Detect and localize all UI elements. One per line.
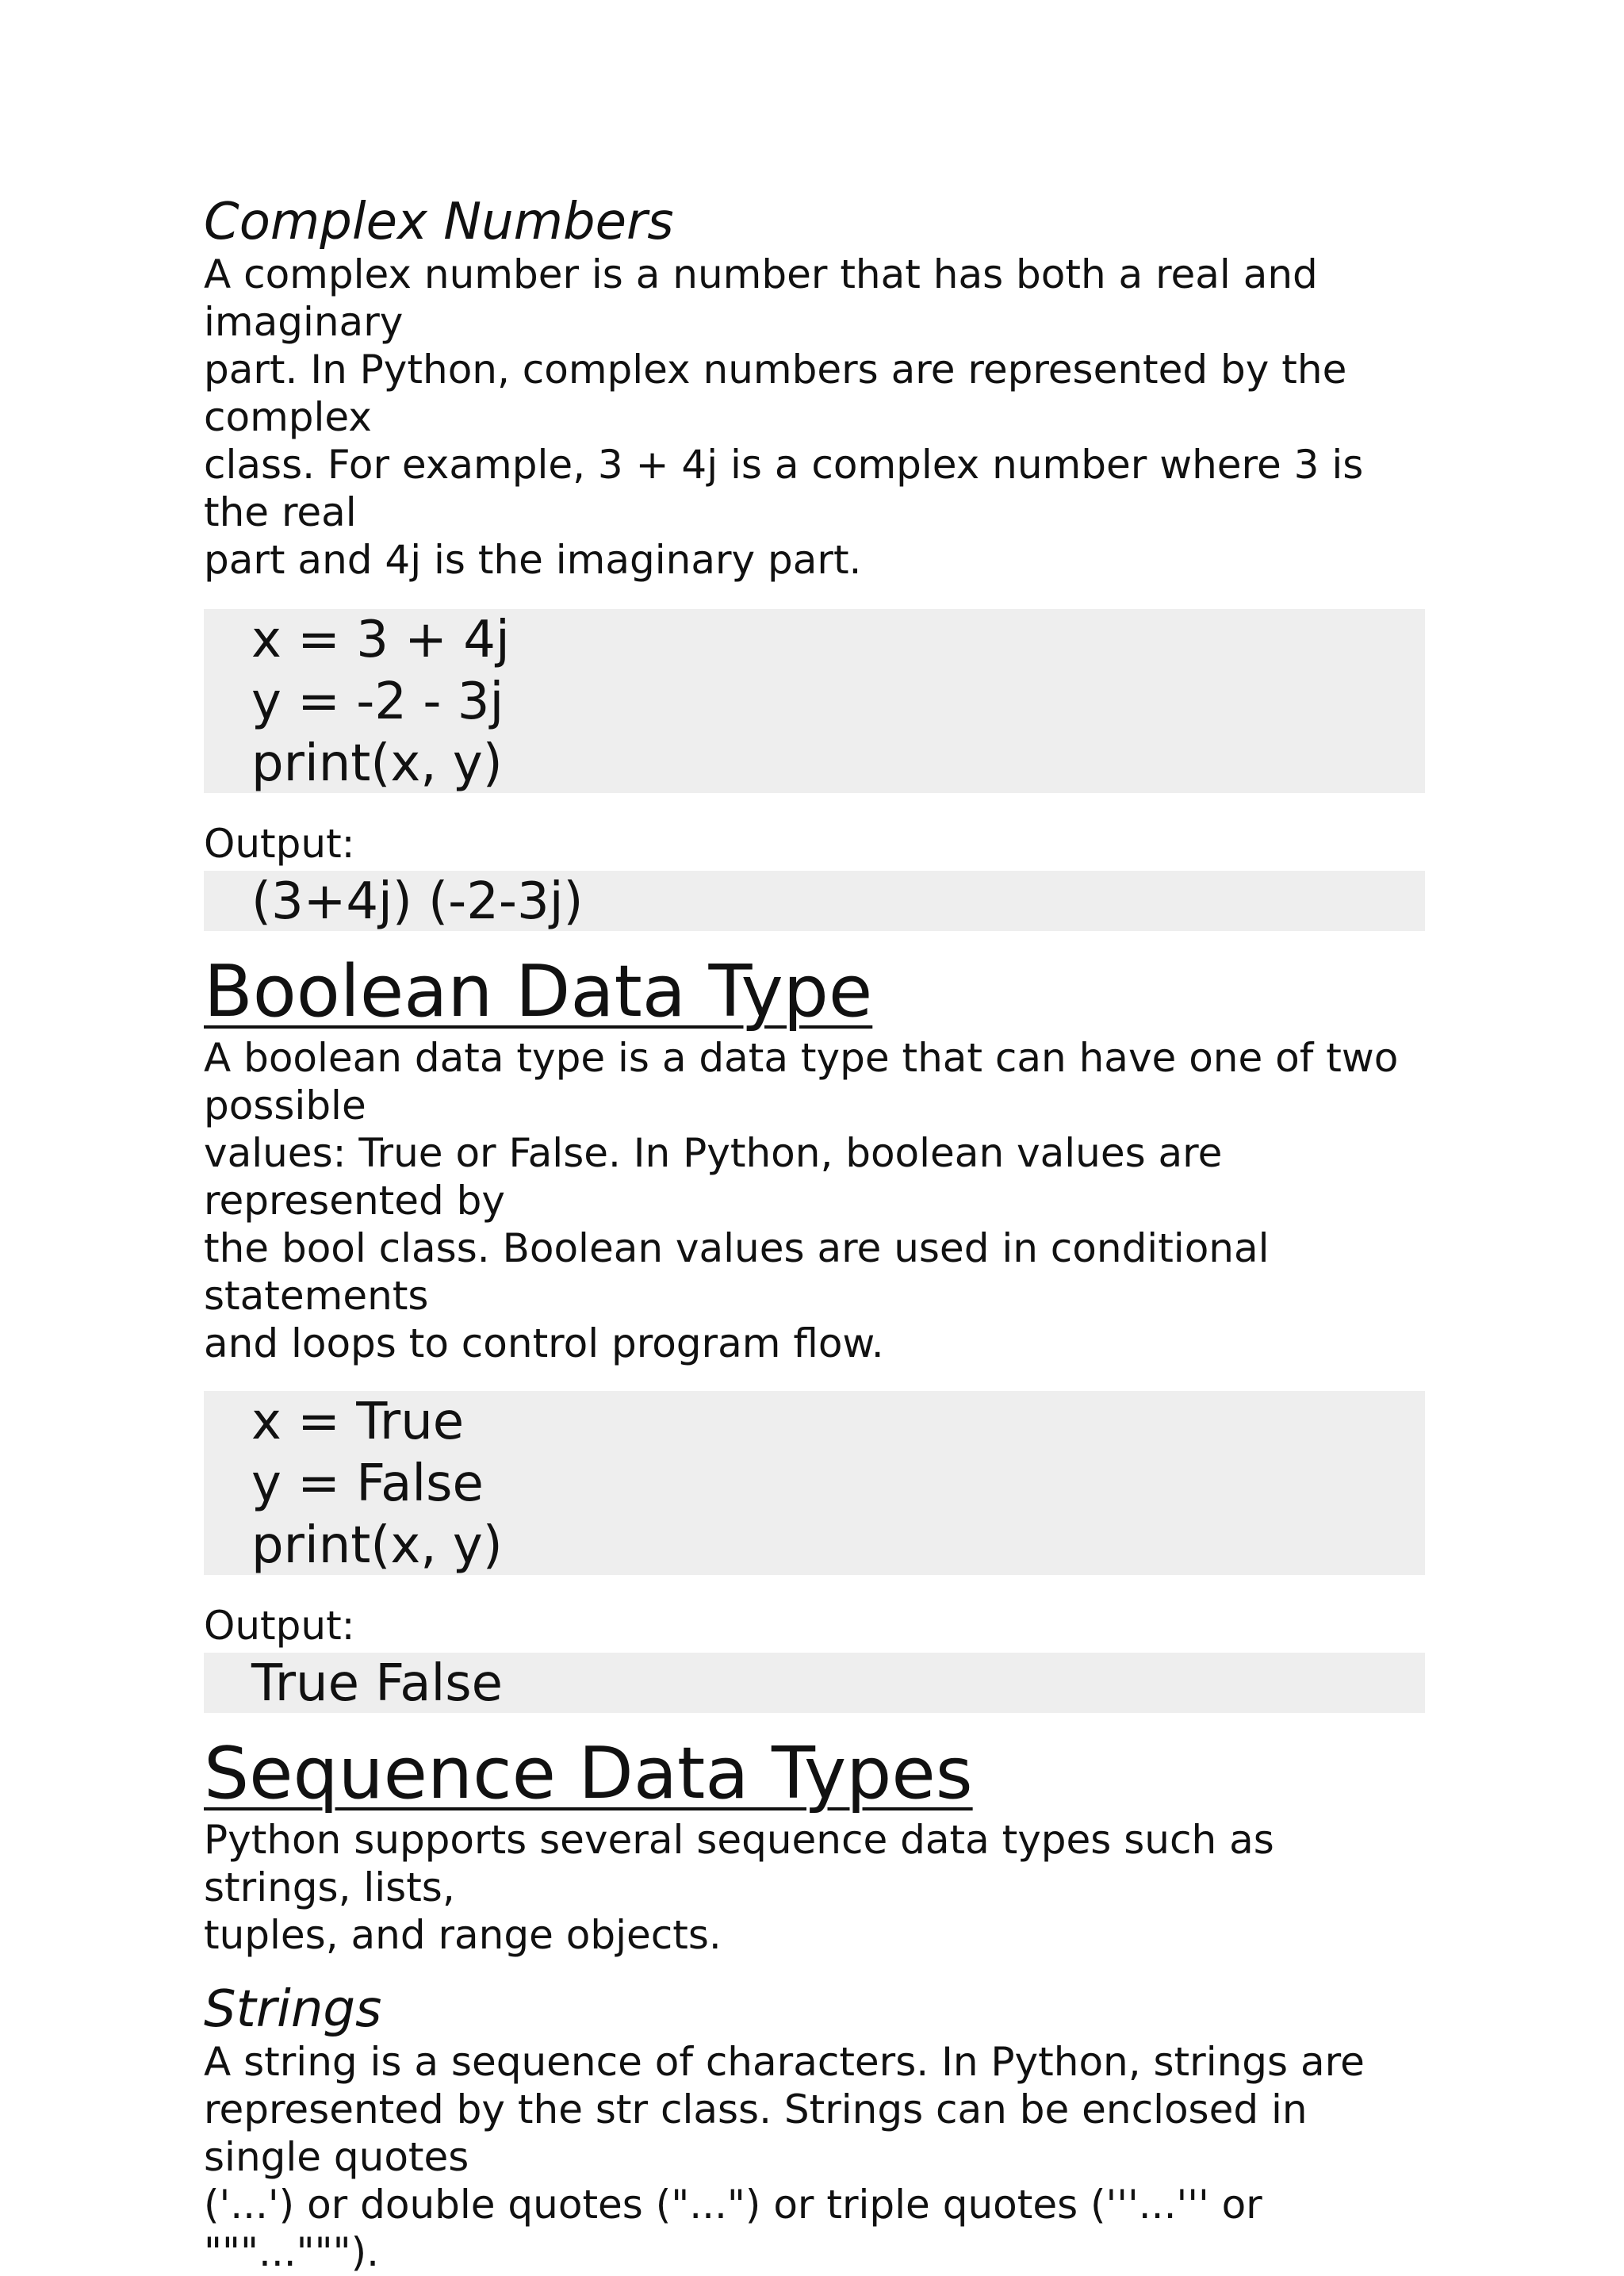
paragraph-line: and loops to control program flow. — [204, 1320, 884, 1366]
document-page — [204, 190, 1425, 2276]
paragraph-line: part and 4j is the imaginary part. — [204, 537, 862, 583]
code-line: print(x, y) — [251, 734, 503, 793]
paragraph-line: part. In Python, complex numbers are represented by the complex — [204, 347, 1347, 440]
paragraph-line: class. For example, 3 + 4j is a complex number where 3 is the real — [204, 442, 1364, 535]
complex-numbers-subheading: Complex Numbers — [204, 193, 674, 251]
code-block — [204, 609, 1425, 793]
boolean-paragraph — [204, 1034, 1425, 1367]
paragraph-line: values: True or False. In Python, boolean values are represented by — [204, 1130, 1223, 1224]
paragraph-line: ('...') or double quotes ("...") or triple quotes ('''...''' or """..."""). — [204, 2182, 1262, 2275]
sequence-paragraph — [204, 1816, 1425, 1959]
paragraph-line: tuples, and range objects. — [204, 1912, 722, 1958]
code-line: y = -2 - 3j — [251, 672, 504, 731]
paragraph-line: A complex number is a number that has both a real and imaginary — [204, 251, 1318, 345]
output-label: Output: — [204, 821, 355, 867]
paragraph-line: Python supports several sequence data types such as strings, lists, — [204, 1817, 1274, 1910]
code-line: x = True — [251, 1393, 465, 1451]
strings-paragraph — [204, 2038, 1425, 2276]
output-label: Output: — [204, 1603, 355, 1649]
paragraph-line: the bool class. Boolean values are used in conditional statements — [204, 1225, 1270, 1319]
paragraph-line: represented by the str class. Strings can be enclosed in single quotes — [204, 2086, 1308, 2180]
strings-subheading: Strings — [204, 1980, 382, 2039]
paragraph-line: A boolean data type is a data type that can have one of two possible — [204, 1035, 1399, 1128]
output-text: True False — [251, 1654, 503, 1713]
paragraph-line: A string is a sequence of characters. In Python, strings are — [204, 2039, 1365, 2085]
sequence-data-types-heading: Sequence Data Types — [204, 1732, 973, 1815]
boolean-data-type-heading: Boolean Data Type — [204, 950, 873, 1033]
code-block — [204, 1391, 1425, 1575]
output-block — [204, 871, 1425, 931]
code-line: x = 3 + 4j — [251, 611, 510, 669]
output-text: (3+4j) (-2-3j) — [251, 872, 584, 931]
output-block — [204, 1653, 1425, 1713]
complex-numbers-paragraph — [204, 251, 1425, 584]
code-line: y = False — [251, 1454, 484, 1513]
code-line: print(x, y) — [251, 1516, 503, 1575]
